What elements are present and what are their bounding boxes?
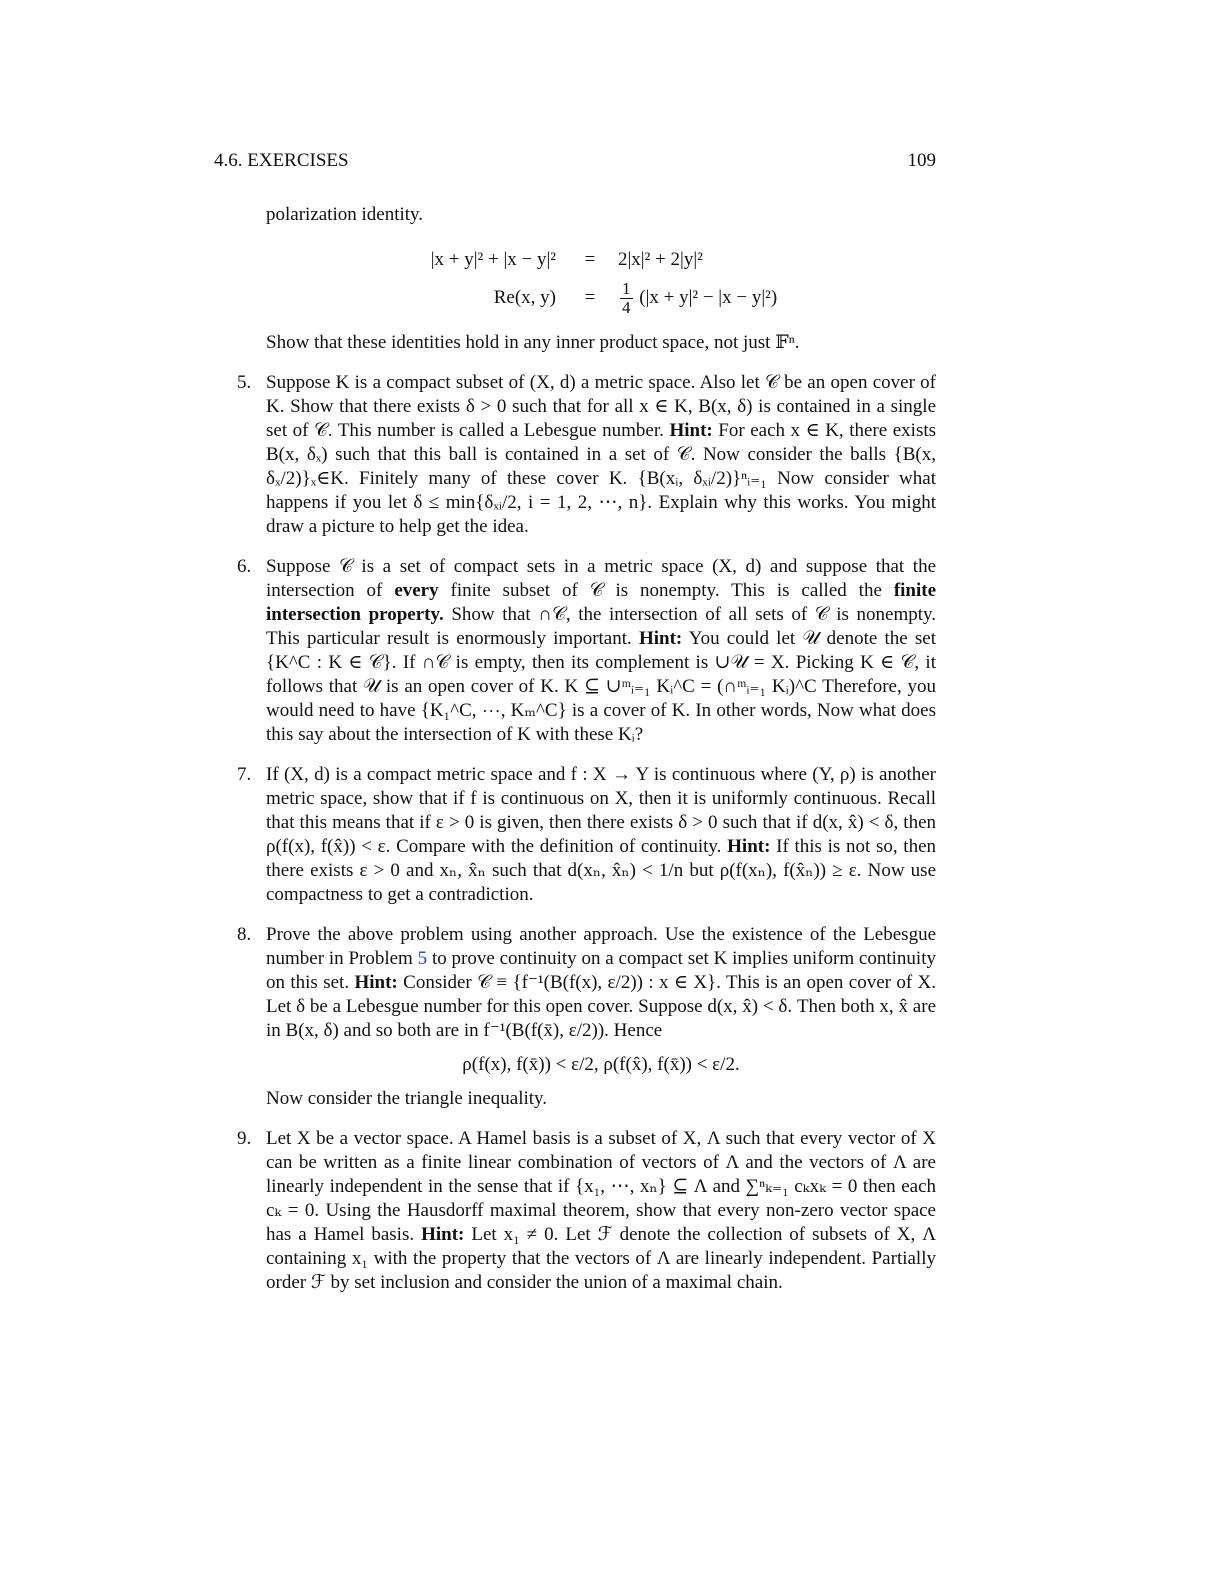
equation-1-rhs: 2|x|² + 2|y|² — [618, 249, 703, 270]
exercise-list — [237, 371, 937, 1295]
body-text — [237, 203, 937, 1311]
exercise-text: You could let 𝒰 denote the set {K^C : K ∈ 𝒞}. If ∩𝒞 is empty, then its complement is ∪𝒰 = X. Picking K ∈ 𝒞, it follows that 𝒰 is an open cover of K. K ⊆ ∪ᵐᵢ₌₁ Kᵢ^C = (∩ᵐᵢ₌₁ Kᵢ)^C Therefore, you would need to have {K₁^C, ⋯, Kₘ^C} is a cover of K. In other words, Now what does this say about the intersection of K with these Kᵢ? — [266, 628, 937, 745]
exercise-7 — [237, 763, 937, 907]
exercise-text: Now consider the triangle inequality. — [266, 1088, 548, 1109]
exercise-text: finite subset of 𝒞 is nonempty. This is called the — [450, 580, 882, 601]
exercise-text: Let x₁ ≠ 0. Let ℱ denote the collection of subsets of X, Λ containing x₁ with the property that the vectors of Λ are linearly independent. Partially order ℱ by set inclusion and consider the union of a maximal chain. — [266, 1224, 937, 1293]
exercise-text: Suppose 𝒞 is a set of compact sets in a metric space (X, d) and suppose that the intersection of — [266, 556, 936, 601]
hint-label: Hint: — [727, 836, 771, 857]
running-header — [214, 150, 936, 172]
equation-row-2 — [266, 279, 936, 317]
equation-2-relation: = — [584, 287, 596, 308]
hint-label: Hint: — [669, 420, 713, 441]
exercise-text: Suppose K is a compact subset of (X, d) a metric space. Also let 𝒞 be an open cover of K. Show that there exists δ > 0 such that for all x ∈ K, B(x, δ) is contained in a single set of 𝒞. This number is called a Lebesgue number. — [266, 372, 936, 441]
hint-label: Hint: — [421, 1224, 465, 1245]
equation-1-relation: = — [584, 249, 596, 270]
fraction-numerator: 1 — [622, 278, 631, 298]
fraction-denominator: 4 — [622, 297, 631, 317]
equation-2-rhs-group — [600, 280, 777, 317]
problem-reference-link[interactable]: 5 — [417, 948, 428, 969]
exercise-text: Prove the above problem using another approach. Use the existence of the Lebesgue number in Problem — [266, 924, 936, 969]
emphasis-every: every — [394, 580, 439, 601]
equation-row-1 — [266, 241, 936, 279]
defined-term: finite intersection property. — [266, 580, 937, 625]
exercise-text: Let X be a vector space. A Hamel basis is a subset of X, Λ such that every vector of X can be written as a finite linear combination of vectors of Λ and the vectors of Λ are linearly independent in the sense that if {x₁, ⋯, xₙ} ⊆ Λ and ∑ⁿₖ₌₁ cₖxₖ = 0 then each cₖ = 0. Using the Hausdorff maximal theorem, show that every non-zero vector space has a Hamel basis. — [266, 1128, 936, 1245]
intro-closing: Show that these identities hold in any inner product space, not just 𝔽ⁿ. — [266, 332, 800, 353]
exercise-text: Consider 𝒞 ≡ {f⁻¹(B(f(x), ε/2)) : x ∈ X}. This is an open cover of X. Let δ be a Lebesgue number for this open cover. Suppose d(x, x̂) < δ. Then both x, x̂ are in B(x, δ) and so both are in f⁻¹(B(f(x̄), ε/2)). Hence — [266, 972, 937, 1041]
exercise-text: If (X, d) is a compact metric space and f : X → Y is continuous where (Y, ρ) is another metric space, show that if f is continuous on X, then it is uniformly continuous. Recall that this means that if ε > 0 is given, then there exists δ > 0 such that if d(x, x̂) < δ, then ρ(f(x), f(x̂)) < ε. Compare with the definition of continuity. — [266, 764, 936, 857]
exercise-text: Show that ∩𝒞, the intersection of all sets of 𝒞 is nonempty. This particular result is enormously important. — [266, 604, 937, 649]
hint-label: Hint: — [638, 628, 683, 649]
exercise-number: 9. — [237, 1128, 252, 1149]
equation-1-lhs: |x + y|² + |x − y|² — [430, 249, 556, 270]
equation-2-rhs: (|x + y|² − |x − y|²) — [639, 286, 778, 308]
hint-label: Hint: — [354, 972, 398, 993]
exercise-number: 7. — [237, 764, 252, 785]
exercise-number: 6. — [237, 556, 252, 577]
exercise-number: 8. — [237, 924, 252, 945]
exercise-text: If this is not so, then there exists ε > 0 and xₙ, x̂ₙ such that d(xₙ, x̂ₙ) < 1/n but ρ(f(xₙ), f(x̂ₙ)) ≥ ε. Now use compactness to get a contradiction. — [266, 836, 937, 905]
exercise-9 — [237, 1127, 937, 1295]
section-title: 4.6. EXERCISES — [214, 150, 349, 171]
exercise-6 — [237, 555, 937, 747]
exercise-5 — [237, 371, 937, 539]
intro-lead: polarization identity. — [266, 204, 424, 225]
exercise-text: to prove continuity on a compact set K implies uniform continuity on this set. — [266, 948, 936, 993]
exercise-text: For each x ∈ K, there exists B(x, δₓ) such that this ball is contained in a set of 𝒞. Now consider the balls {B(x, δₓ/2)}ₓ∈K. Finitely many of these cover K. {B(xᵢ, δₓᵢ/2)}ⁿᵢ₌₁ Now consider what happens if you let δ ≤ min{δₓᵢ/2, i = 1, 2, ⋯, n}. Explain why this works. You might draw a picture to help get the idea. — [266, 420, 937, 537]
exercise-number: 5. — [237, 372, 252, 393]
equation-2-fraction — [620, 280, 633, 317]
display-equation: ρ(f(x), f(x̄)) < ε/2, ρ(f(x̂), f(x̄)) < ε/2. — [462, 1054, 740, 1075]
exercise-8 — [237, 923, 937, 1111]
polarization-equations — [266, 241, 936, 317]
page-number: 109 — [907, 150, 936, 171]
equation-2-lhs: Re(x, y) — [493, 287, 556, 308]
